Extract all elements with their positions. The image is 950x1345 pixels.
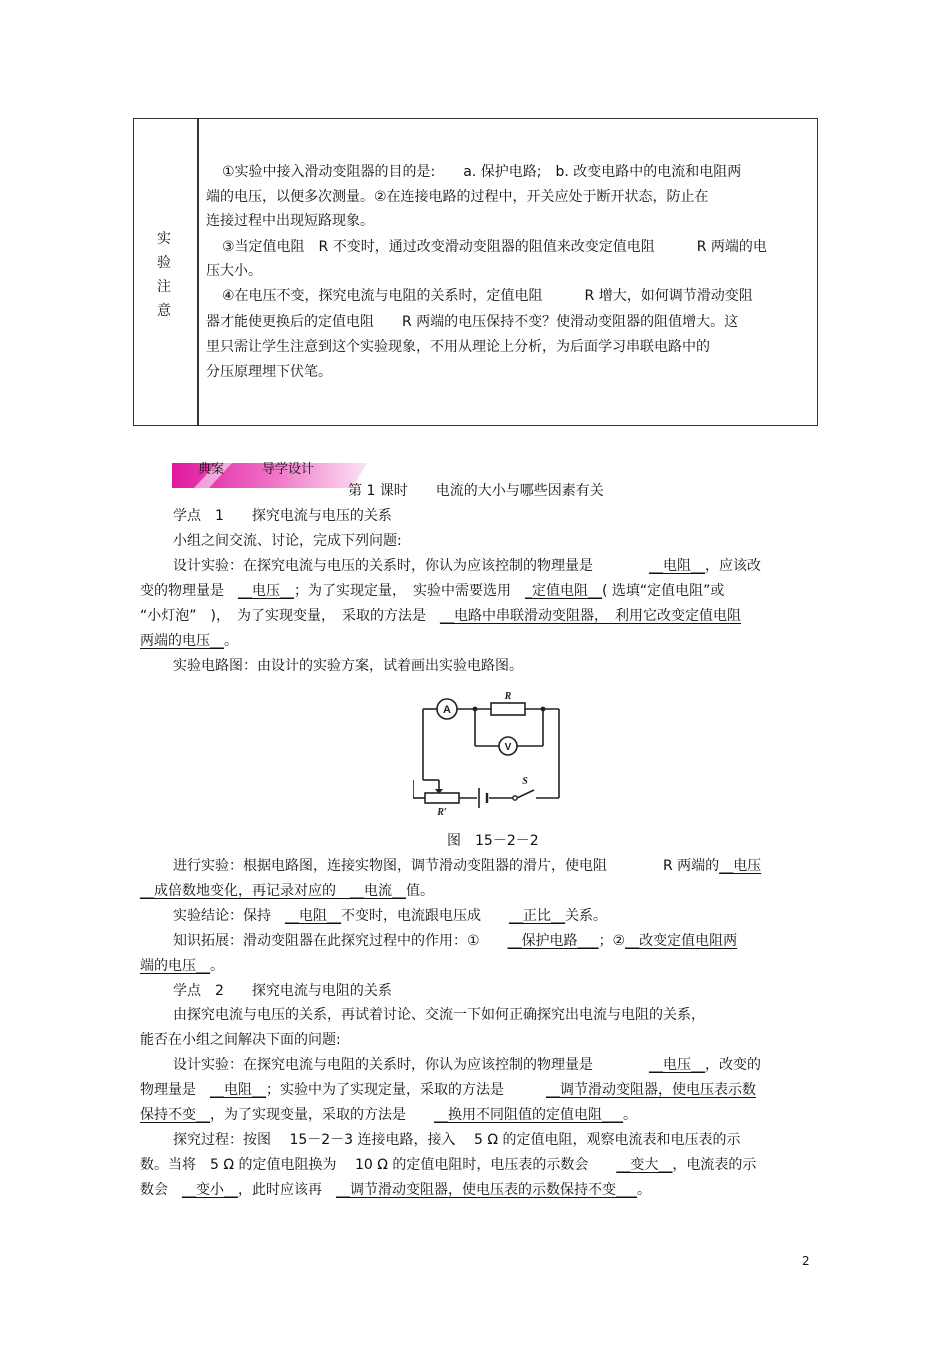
paragraph: 变的物理量是 __电压__；为了实现定量， 实验中需要选用 _定值电阻__( 选填“定值电阻”或 <box>140 583 725 599</box>
answer-blank: __调节滑动变阻器，使电压表示数 <box>546 1082 756 1098</box>
note-line: ④在电压不变，探究电流与电阻的关系时，定值电阻 R 增大，如何调节滑动变阻 <box>222 288 753 304</box>
note-line: 端的电压，以便多次测量。②在连接电路的过程中，开关应处于断开状态，防止在 <box>206 189 709 205</box>
answer-blank: __电阻__ <box>285 908 341 924</box>
figure-caption: 图 15－2－2 <box>447 833 539 849</box>
answer-blank: __电阻__ <box>210 1082 266 1098</box>
paragraph: 物理量是 __电阻__；实验中为了实现定量，采取的方法是 __调节滑动变阻器，使电压表示数 <box>140 1082 756 1098</box>
paragraph: 进行实验：根据电路图，连接实物图，调节滑动变阻器的滑片，使电阻 R 两端的__电压 <box>173 858 762 874</box>
answer-blank: 两端的电压__ <box>140 633 224 649</box>
table-divider <box>197 118 199 426</box>
note-line: ③当定值电阻 R 不变时，通过改变滑动变阻器的阻值来改变定值电阻 R 两端的电 <box>222 239 767 255</box>
paragraph: “小灯泡” )， 为了实现变量， 采取的方法是 __电路中串联滑动变阻器， 利用它改变定值电阻 <box>140 608 741 624</box>
note-line: 里只需让学生注意到这个实验现象，不用从理论上分析，为后面学习串联电路中的 <box>206 339 710 355</box>
paragraph: __成倍数地变化，再记录对应的 __电流__值。 <box>140 883 434 899</box>
paragraph: 端的电压__。 <box>140 958 224 974</box>
answer-blank: __正比__ <box>509 908 565 924</box>
answer-blank: __改变定值电阻两 <box>625 933 738 949</box>
note-line: 压大小。 <box>206 263 262 279</box>
section-title: 学点 1 探究电流与电压的关系 <box>173 508 392 524</box>
answer-blank: _定值电阻__ <box>525 583 602 599</box>
answer-blank: __电压__ <box>649 1057 705 1073</box>
circuit-diagram <box>413 690 563 820</box>
note-line: 连接过程中出现短路现象。 <box>206 213 374 229</box>
paragraph: 实验结论：保持 __电阻__不变时，电流跟电压成 __正比__关系。 <box>173 908 607 924</box>
note-line: ①实验中接入滑动变阻器的目的是: a. 保护电路; b. 改变电路中的电流和电阻两 <box>222 164 742 180</box>
lesson-title: 第 1 课时 电流的大小与哪些因素有关 <box>348 483 604 499</box>
paragraph: 保持不变__，为了实现变量，采取的方法是 __换用不同阻值的定值电阻___。 <box>140 1107 637 1123</box>
header-char: 实 <box>157 231 171 247</box>
paragraph: 探究过程：按图 15－2－3 连接电路，接入 5 Ω 的定值电阻，观察电流表和电压表的示 <box>173 1132 741 1148</box>
answer-blank: __电阻__ <box>649 558 705 574</box>
page-number: 2 <box>802 1254 810 1268</box>
paragraph: 两端的电压__。 <box>140 633 238 649</box>
paragraph: 数。当将 5 Ω 的定值电阻换为 10 Ω 的定值电阻时，电压表的示数会 __变大__，电流表的示 <box>140 1157 757 1173</box>
header-char: 注 <box>157 279 171 295</box>
paragraph: 由探究电流与电压的关系，再试着讨论、交流一下如何正确探究出电流与电阻的关系， <box>173 1007 705 1023</box>
header-char: 验 <box>157 255 171 271</box>
paragraph: 能否在小组之间解决下面的问题: <box>140 1032 341 1048</box>
paragraph: 数会 __变小__，此时应该再 __调节滑动变阻器，使电压表的示数保持不变___。 <box>140 1182 651 1198</box>
paragraph: 知识拓展：滑动变阻器在此探究过程中的作用：① __保护电路___；②__改变定值电阻两 <box>173 933 738 949</box>
paragraph: 实验电路图：由设计的实验方案，试着画出实验电路图。 <box>173 658 523 674</box>
banner-label: 导学设计 <box>262 462 315 477</box>
answer-blank: __保护电路___ <box>507 933 599 949</box>
note-line: 器才能使更换后的定值电阻 R 两端的电压保持不变？使滑动变阻器的阻值增大。这 <box>206 314 739 330</box>
answer-blank: 端的电压__ <box>140 958 210 974</box>
voltmeter-label: V <box>504 742 512 753</box>
answer-blank: __成倍数地变化，再记录对应的 <box>140 883 350 899</box>
rheostat-label: R′ <box>437 807 447 818</box>
answer-blank: 保持不变__ <box>140 1107 210 1123</box>
paragraph: 小组之间交流、讨论，完成下列问题: <box>173 533 402 549</box>
header-char: 意 <box>157 303 171 319</box>
section-title: 学点 2 探究电流与电阻的关系 <box>173 983 392 999</box>
note-line: 分压原理埋下伏笔。 <box>206 364 332 380</box>
answer-blank: __电压__ <box>238 583 294 599</box>
answer-blank: __换用不同阻值的定值电阻___ <box>434 1107 623 1123</box>
answer-blank: __电压 <box>719 858 762 874</box>
resistor-label: R <box>504 691 512 702</box>
answer-blank: __变大__ <box>616 1157 673 1173</box>
banner-label: 典案 <box>198 462 225 477</box>
answer-blank: __变小__ <box>182 1182 238 1198</box>
paragraph: 设计实验：在探究电流与电压的关系时，你认为应该控制的物理量是 __电阻__，应该改 <box>173 558 761 574</box>
answer-blank: __调节滑动变阻器，使电压表的示数保持不变___ <box>336 1182 637 1198</box>
ammeter-label: A <box>443 704 451 716</box>
answer-blank: __电流__ <box>350 883 406 899</box>
answer-blank: __电路中串联滑动变阻器， 利用它改变定值电阻 <box>439 608 741 624</box>
paragraph: 设计实验：在探究电流与电阻的关系时，你认为应该控制的物理量是 __电压__，改变的 <box>173 1057 761 1073</box>
switch-label: S <box>522 776 528 787</box>
